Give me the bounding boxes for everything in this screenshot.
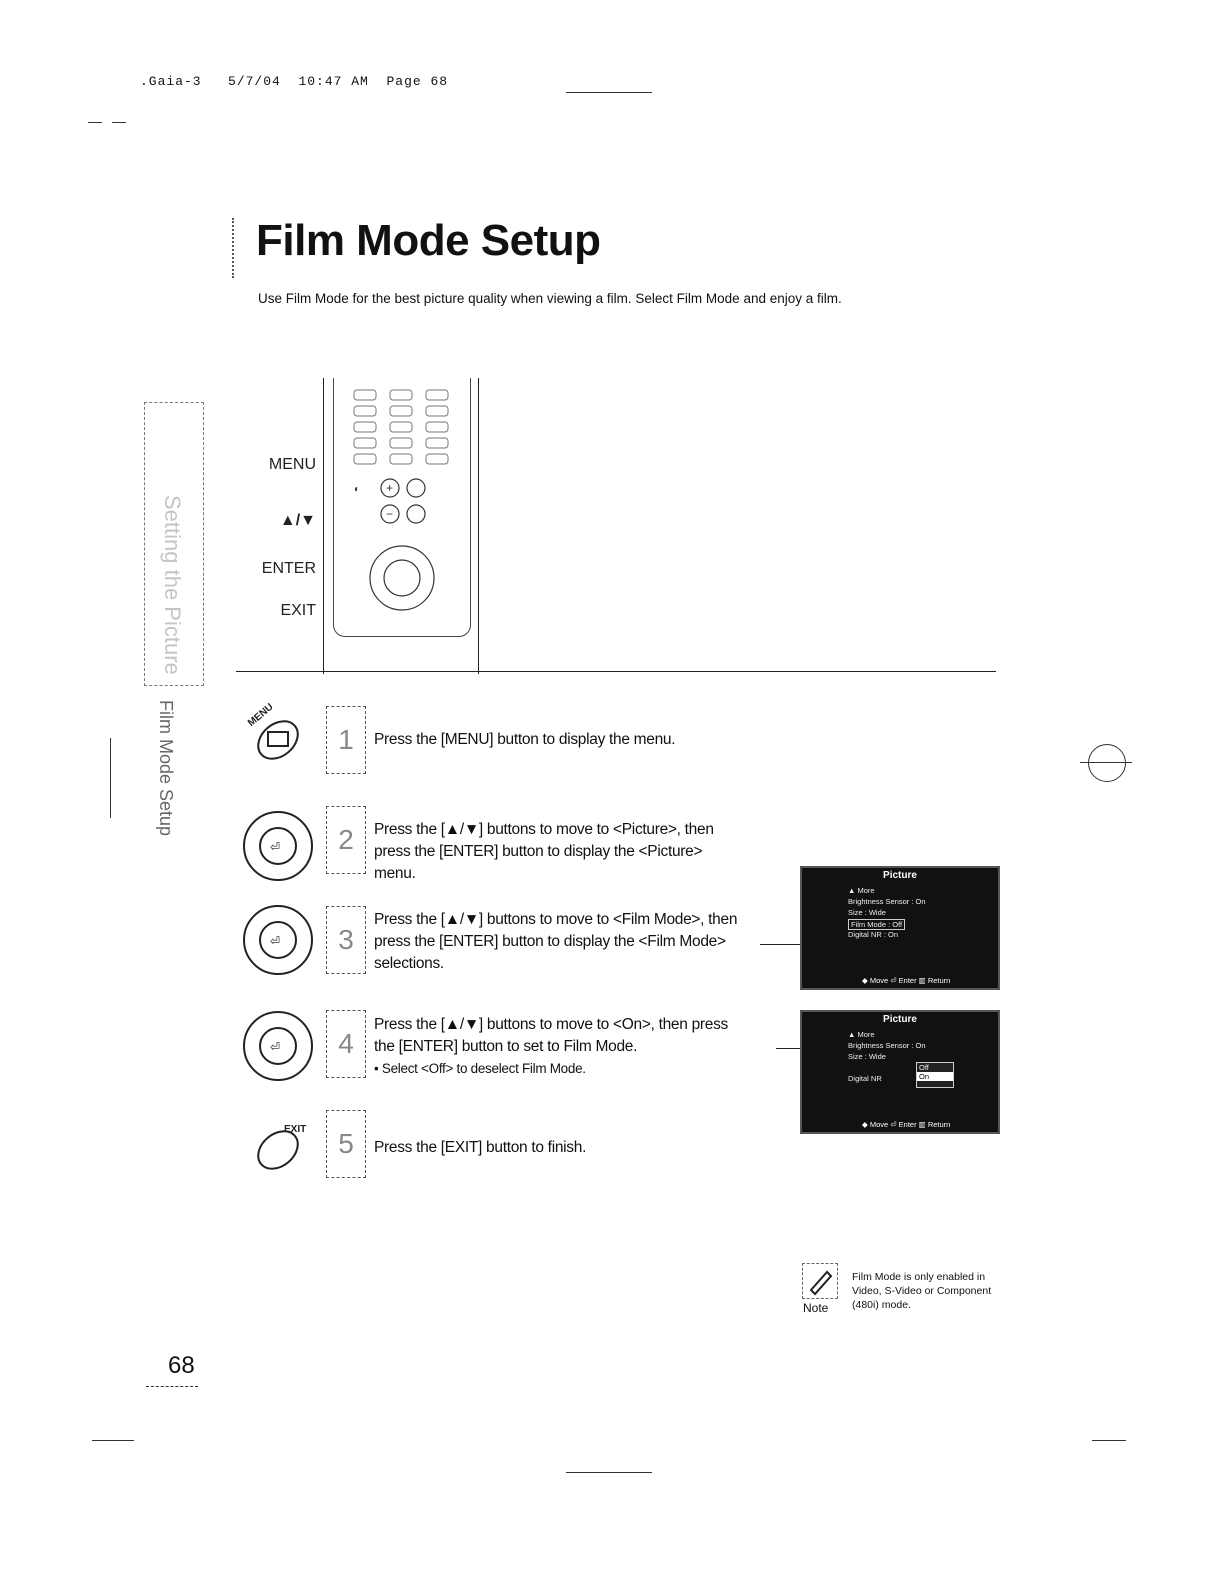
crop-mark — [112, 122, 126, 123]
page-number: 68 — [168, 1352, 195, 1379]
title-marker — [232, 218, 234, 278]
divider — [478, 378, 479, 674]
crop-mark — [1092, 1440, 1126, 1441]
updown-label: ▲/▼ — [279, 512, 316, 529]
step-number: 2 — [326, 806, 366, 874]
intro-text: Use Film Mode for the best picture quality when viewing a film. Select Film Mode and enjoy a film. — [258, 291, 842, 306]
print-header — [140, 74, 448, 89]
enter-pad-icon — [236, 806, 320, 890]
picture-menu-screen — [800, 866, 1000, 990]
menu-row: Size : Wide — [848, 908, 886, 917]
film-mode-screen — [800, 1010, 1000, 1134]
option-off: Off — [919, 1063, 929, 1072]
header-date: 5/7/04 — [228, 74, 281, 89]
menu-row: Size : Wide — [848, 1052, 886, 1061]
crop-mark — [1080, 762, 1132, 763]
step-text: Press the [MENU] button to display the menu. — [374, 731, 676, 748]
section-tab-label: Setting the Picture — [160, 495, 185, 675]
svg-text:−: − — [386, 507, 394, 521]
menu-row: ▲ More — [848, 886, 875, 895]
registration-mark — [1088, 744, 1126, 782]
enter-pad-icon — [236, 1006, 320, 1090]
screen-footer: ◆ Move ⏎ Enter ▥ Return — [862, 1120, 951, 1129]
step-number: 1 — [326, 706, 366, 774]
remote-control-illustration — [333, 378, 471, 637]
step-text — [374, 1014, 744, 1080]
menu-row-selected: Film Mode : Off — [848, 919, 905, 930]
crop-mark — [566, 1472, 652, 1473]
svg-text:⏎: ⏎ — [270, 1040, 281, 1054]
enter-label: ENTER — [261, 560, 316, 577]
callout-line — [776, 1048, 800, 1049]
callout-line — [760, 944, 800, 945]
header-file: .Gaia-3 — [140, 74, 202, 89]
svg-text:EXIT: EXIT — [284, 1124, 307, 1135]
svg-text:◐: ◐ — [354, 484, 361, 495]
step-text: Press the [▲/▼] buttons to move to <Film Mode>, then press the [ENTER] button to display the <Film Mode> selections. — [374, 911, 738, 972]
svg-text:⏎: ⏎ — [270, 840, 281, 854]
crop-mark — [566, 92, 652, 93]
note-label: Note — [803, 1301, 829, 1315]
step-text-main: Press the [▲/▼] buttons to move to <On>, then press the [ENTER] button to set to Film Mode. — [374, 1016, 728, 1055]
header-time: 10:47 AM — [298, 74, 369, 89]
screen-title: Picture — [883, 870, 917, 881]
divider — [323, 378, 324, 674]
step-text: Press the [▲/▼] buttons to move to <Picture>, then press the [ENTER] button to display the <Picture> menu. — [374, 821, 714, 882]
menu-button-icon — [236, 700, 320, 784]
menu-row: Brightness Sensor : On — [848, 897, 926, 906]
exit-button-icon — [236, 1108, 320, 1192]
enter-pad-icon — [236, 900, 320, 984]
remote-buttons-icon — [334, 378, 470, 636]
menu-row: Digital NR : On — [848, 930, 899, 939]
header-page: Page 68 — [386, 74, 449, 89]
svg-text:+: + — [386, 481, 394, 495]
menu-label: MENU — [268, 456, 316, 473]
screen-title: Picture — [883, 1014, 917, 1025]
menu-row: ▲ More — [848, 1030, 875, 1039]
section-rule — [236, 671, 996, 672]
screen-footer: ◆ Move ⏎ Enter ▥ Return — [862, 976, 951, 985]
crop-mark — [110, 738, 111, 818]
svg-text:⏎: ⏎ — [270, 934, 281, 948]
note-icon — [802, 1263, 838, 1299]
page-title: Film Mode Setup — [256, 216, 601, 265]
crop-mark — [88, 122, 102, 123]
option-on: On — [917, 1072, 953, 1081]
exit-label: EXIT — [280, 602, 316, 619]
step-subnote: • Select <Off> to deselect Film Mode. — [374, 1061, 586, 1076]
page-number-rule — [146, 1386, 198, 1388]
film-mode-options — [916, 1062, 954, 1088]
step-number: 3 — [326, 906, 366, 974]
crop-mark — [92, 1440, 134, 1441]
menu-row: Digital NR — [848, 1074, 882, 1083]
note-text: Film Mode is only enabled in Video, S-Video or Component (480i) mode. — [852, 1271, 992, 1311]
menu-row: Brightness Sensor : On — [848, 1041, 926, 1050]
svg-text:MENU: MENU — [246, 701, 276, 729]
step-text: Press the [EXIT] button to finish. — [374, 1139, 587, 1156]
step-number: 4 — [326, 1010, 366, 1078]
chapter-tab-label: Film Mode Setup — [156, 700, 176, 837]
step-number: 5 — [326, 1110, 366, 1178]
